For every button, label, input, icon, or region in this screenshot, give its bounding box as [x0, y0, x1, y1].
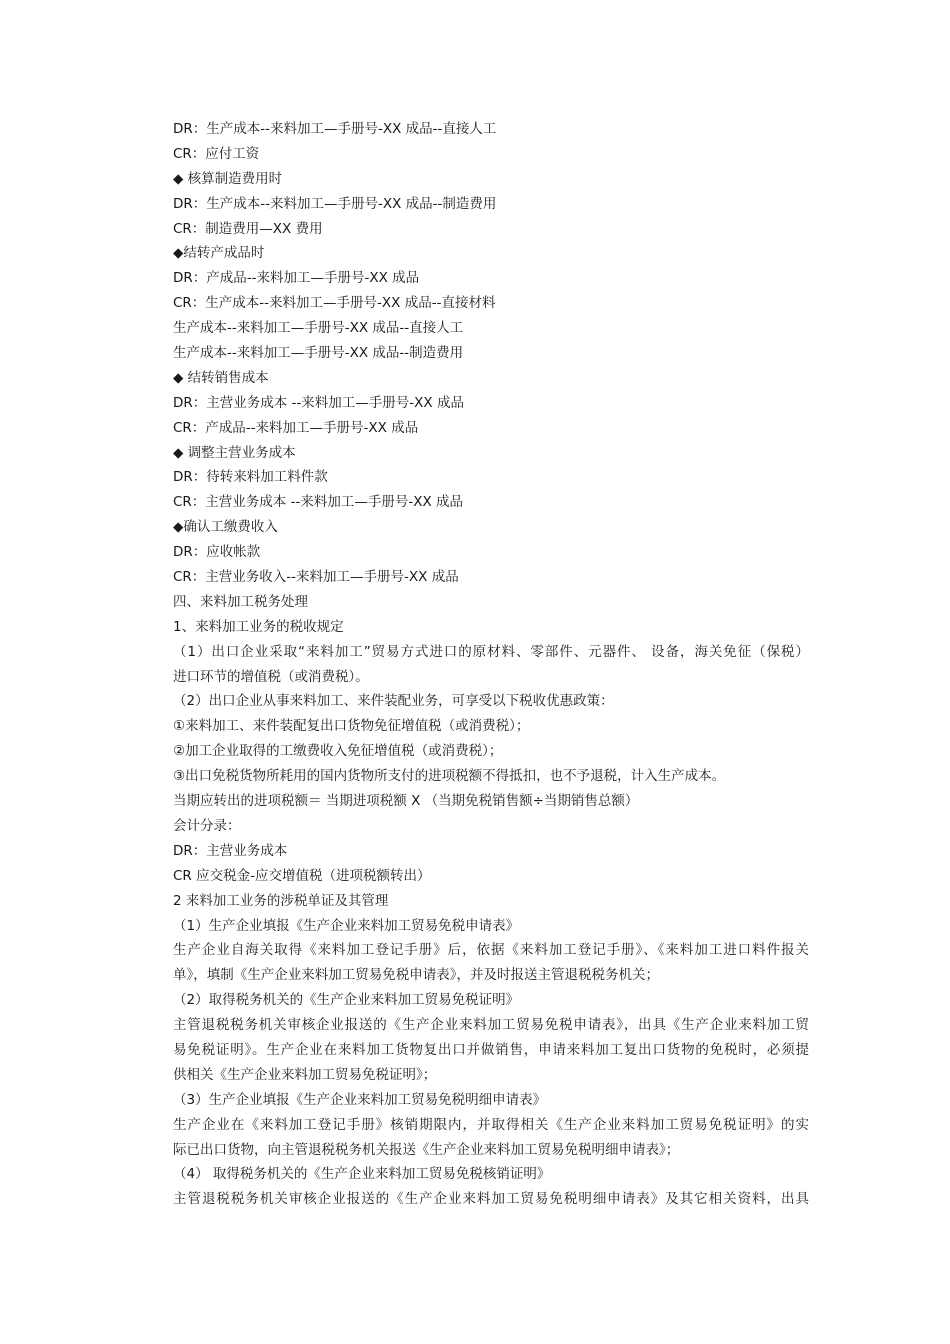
text-line: DR：生产成本--来料加工—手册号-XX 成品--制造费用	[173, 195, 497, 212]
list-item: ①来料加工、来件装配复出口货物免征增值税（或消费税）；	[173, 718, 530, 735]
subsection-heading: 2 来料加工业务的涉税单证及其管理	[173, 892, 389, 909]
text-line: ◆ 结转销售成本	[173, 369, 269, 386]
paragraph-line: 生产企业在《来料加工登记手册》核销期限内，并取得相关《生产企业来料加工贸易免税证明》的实	[173, 1116, 809, 1133]
text-line: DR：待转来料加工料件款	[173, 469, 328, 486]
text-line: ◆ 调整主营业务成本	[173, 444, 296, 461]
paragraph-line: 际已出口货物，向主管退税税务机关报送《生产企业来料加工贸易免税明细申请表》；	[173, 1141, 680, 1158]
text-line: CR：应付工资	[173, 145, 260, 162]
text-line: 生产成本--来料加工—手册号-XX 成品--直接人工	[173, 320, 464, 337]
paragraph-line: 易免税证明》。生产企业在来料加工货物复出口并做销售，申请来料加工复出口货物的免税时，必须提	[173, 1041, 809, 1058]
text-line: CR 应交税金-应交增值税（进项税额转出）	[173, 867, 431, 884]
text-line: CR：产成品--来料加工—手册号-XX 成品	[173, 419, 419, 436]
document-body	[173, 117, 809, 1212]
text-line: DR：生产成本--来料加工—手册号-XX 成品--直接人工	[173, 121, 497, 137]
section-heading: 四、来料加工税务处理	[173, 593, 308, 610]
text-line: （2）取得税务机关的《生产企业来料加工贸易免税证明》	[173, 992, 520, 1009]
text-line: ◆结转产成品时	[173, 245, 265, 262]
text-line: （2）出口企业从事来料加工、来件装配业务，可享受以下税收优惠政策：	[173, 693, 614, 710]
text-line: 生产成本--来料加工—手册号-XX 成品--制造费用	[173, 345, 464, 362]
formula-line: 当期应转出的进项税额＝ 当期进项税额 X （当期免税销售额÷当期销售总额）	[173, 793, 639, 810]
paragraph-line: 供相关《生产企业来料加工贸易免税证明》；	[173, 1066, 437, 1083]
text-line: DR：产成品--来料加工—手册号-XX 成品	[173, 270, 420, 287]
text-line: （3）生产企业填报《生产企业来料加工贸易免税明细申请表》	[173, 1091, 547, 1108]
paragraph-line: 生产企业自海关取得《来料加工登记手册》后，依据《来料加工登记手册》、《来料加工进口料件报关	[173, 942, 809, 959]
list-item: ②加工企业取得的工缴费收入免征增值税（或消费税）；	[173, 743, 503, 760]
text-line: DR：应收帐款	[173, 544, 261, 561]
text-line: CR：生产成本--来料加工—手册号-XX 成品--直接材料	[173, 295, 496, 312]
text-line: CR：制造费用—XX 费用	[173, 220, 323, 237]
text-line: CR：主营业务收入--来料加工—手册号-XX 成品	[173, 569, 459, 586]
text-line: ◆确认工缴费收入	[173, 519, 278, 536]
list-item: ③出口免税货物所耗用的国内货物所支付的进项税额不得抵扣，也不予退税，计入生产成本。	[173, 768, 726, 785]
paragraph-line: 单》，填制《生产企业来料加工贸易免税申请表》，并及时报送主管退税税务机关；	[173, 967, 659, 984]
subsection-heading: 1、来料加工业务的税收规定	[173, 618, 344, 635]
paragraph-line: 主管退税税务机关审核企业报送的《生产企业来料加工贸易免税申请表》，出具《生产企业来料加工贸	[173, 1017, 809, 1034]
text-line: （4） 取得税务机关的《生产企业来料加工贸易免税核销证明》	[173, 1166, 551, 1183]
text-line: ◆ 核算制造费用时	[173, 170, 283, 187]
text-line: 会计分录：	[173, 817, 241, 834]
text-line: （1）生产企业填报《生产企业来料加工贸易免税申请表》	[173, 917, 520, 934]
text-line: DR：主营业务成本 --来料加工—手册号-XX 成品	[173, 394, 464, 411]
paragraph-line: （1）出口企业采取“来料加工”贸易方式进口的原材料、零部件、元器件、 设备，海关免征（保税）	[173, 643, 809, 660]
text-line: DR：主营业务成本	[173, 842, 288, 859]
text-line: CR：主营业务成本 --来料加工—手册号-XX 成品	[173, 494, 463, 511]
paragraph-line: 进口环节的增值税（或消费税）。	[173, 668, 369, 685]
paragraph-line: 主管退税税务机关审核企业报送的《生产企业来料加工贸易免税明细申请表》及其它相关资料，出具	[173, 1191, 809, 1208]
